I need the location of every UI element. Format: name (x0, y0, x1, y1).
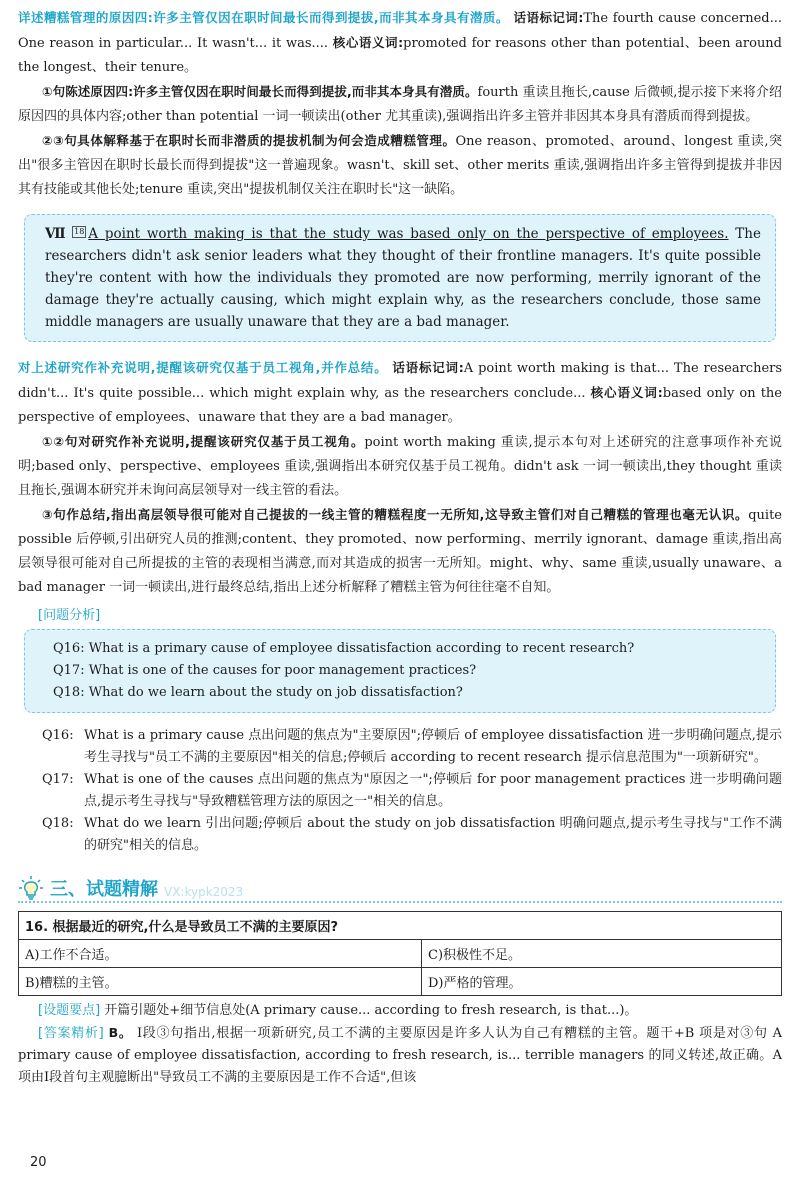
block-supplement (18, 356, 782, 600)
supplement-sentence-one-note (18, 430, 782, 503)
supplement-summary (18, 356, 782, 430)
sentence-two-three-text: One reason、promoted、around、longest 重读,突出"很多主管因在职时长最长而得到提拔"这一普遍现象。wasn't、skill set、other merits 重读,强调指出许多主管得到提拔并非因其有技能或其他长处;tenure 重读,突出"提拔机制仅关注在职时长"这一缺陷。 (18, 134, 782, 197)
marker-label-2: 话语标记词: (392, 360, 464, 375)
analysis-text: What do we learn 引出问题;停顿后 about the study on job dissatisfaction 明确问题点,提示考生寻找与"工作不满的研究"相关的信息。 (84, 816, 782, 853)
supplement-sentence-one-text: point worth making 重读,提示本句对上述研究的注意事项作补充说明;based only、perspective、employees 重读,强调指出本研究仅基于员工视角。didn't ask 一词一顿读出,they thought 重读且拖长,强调本研究并未询问高层领导对一线主管的看法。 (18, 435, 782, 498)
sentence-number-box: 18 (74, 227, 85, 236)
sentence-two-three-note (18, 129, 782, 202)
marker-text-2: A point worth making is that... The researchers didn't... It's quite possible... which might explain why, as the researchers conclude... (18, 361, 783, 401)
analysis-row (42, 813, 782, 857)
question-item: Q17: What is one of the causes for poor management practices? (53, 663, 477, 678)
block-cause-four (18, 6, 782, 202)
questions-box (24, 629, 776, 713)
core-label-2: 核心语义词: (590, 385, 663, 400)
section-title: 三、试题精解 (50, 879, 158, 900)
cause-four-summary (18, 6, 782, 80)
answer-text: Ⅰ段③句指出,根据一项新研究,员工不满的主要原因是许多人认为自己有糟糕的主管。题干+B 项是对③句 A primary cause of employee dissatisfaction, according to fresh research, is... terrible managers 的同义转述,故正确。A 项由Ⅰ段首句主观臆断出"导致员工不满的主要原因是工作不合适",但该 (18, 1026, 782, 1085)
paragraph-marker: Ⅶ (45, 226, 69, 242)
q16-stem: 16. 根据最近的研究,什么是导致员工不满的主要原因? (19, 912, 782, 940)
supplement-sentence-three-bold: ③句作总结,指出高层领导很可能对自己提拔的一线主管的糟糕程度一无所知,这导致主管们对自己糟糕的管理也毫无认识。 (42, 507, 749, 522)
question-analysis (18, 725, 782, 857)
core-text-2: based only on the perspective of employees、unaware that they are a bad manager。 (18, 386, 782, 425)
analysis-label: Q16: (42, 728, 74, 743)
supplement-sentence-three-note (18, 503, 782, 600)
analysis-row (42, 769, 782, 813)
q16-options-table (18, 911, 782, 996)
question-point (18, 1000, 782, 1022)
underlined-sentence: A point worth making is that the study was based only on the perspective of employees. (88, 226, 729, 242)
core-text: promoted for reasons other than potential、been around the longest、their tenure。 (18, 36, 783, 75)
analysis-row (42, 725, 782, 769)
question-item: Q18: What do we learn about the study on job dissatisfaction? (53, 685, 463, 700)
problem-analysis-tag: [问题分析] (38, 608, 101, 623)
core-label: 核心语义词: (332, 35, 404, 50)
answer-tag: [答案精析] (38, 1026, 104, 1041)
supplement-heading: 对上述研究作补充说明,提醒该研究仅基于员工视角,并作总结。 (18, 360, 388, 375)
watermark: VX:kypk2023 (164, 885, 244, 899)
option-d: D)严格的管理。 (422, 968, 782, 996)
sentence-one-bold: ①句陈述原因四:许多主管仅因在职时间最长而得到提拔,而非其本身具有潜质。 (42, 84, 478, 99)
point-tag: [设题要点] (38, 1003, 101, 1018)
answer-explanation (18, 1022, 782, 1089)
cause-four-heading: 详述糟糕管理的原因四:许多主管仅因在职时间最长而得到提拔,而非其本身具有潜质。 (18, 10, 509, 25)
answer-key (18, 1000, 782, 1089)
option-b: B)糟糕的主管。 (19, 968, 422, 996)
page (18, 6, 782, 1089)
supplement-sentence-one-bold: ①②句对研究作补充说明,提醒该研究仅基于员工视角。 (42, 434, 365, 449)
option-a: A)工作不合适。 (19, 940, 422, 968)
answer-letter: B。 (108, 1025, 133, 1040)
question-item: Q16: What is a primary cause of employee dissatisfaction according to recent research? (53, 641, 635, 656)
lightbulb-icon (18, 875, 44, 901)
sentence-two-three-bold: ②③句具体解释基于在职时长而非潜质的提拔机制为何会造成糟糕管理。 (42, 133, 456, 148)
sentence-one-text: fourth 重读且拖长,cause 后微顿,提示接下来将介绍原因四的具体内容;other than potential 一词一顿读出(other 尤其重读),强调指出许多主管并非因其本身具有潜质而得到提拔。 (18, 85, 782, 124)
analysis-text: What is one of the causes 点出问题的焦点为"原因之一";停顿后 for poor management practices 进一步明确问题点,提示考生寻找与"导致糟糕管理方法的原因之一"相关的信息。 (84, 772, 782, 809)
analysis-label: Q17: (42, 772, 74, 787)
analysis-text: What is a primary cause 点出问题的焦点为"主要原因";停顿后 of employee dissatisfaction 进一步明确问题点,提示考生寻找与"员工不满的主要原因"相关的信息;停顿后 according to recent research 提示信息范围为"一项新研究"。 (84, 728, 782, 765)
page-number: 20 (30, 1155, 47, 1170)
sentence-one-note (18, 80, 782, 129)
section-header (18, 873, 782, 903)
passage-text: The researchers didn't ask senior leaders what they thought of their frontline managers. It's quite possible they're content with how the individuals they promoted are now performing, merrily ignorant of the damage they're actually causing, which might explain why, as the researchers conclude, those same middle managers are usually unaware that they are a bad manager. (45, 226, 761, 330)
marker-label: 话语标记词: (513, 10, 584, 25)
supplement-sentence-three-text: quite possible 后停顿,引出研究人员的推测;content、they promoted、now performing、merrily ignorant、damage 重读,指出高层领导很可能对自己所提拔的主管的表现相当满意,而对其造成的损害一无所知。might、why、same 重读,usually unaware、a bad manager 一词一顿读出,进行最终总结,指出上述分析解释了糟糕主管为何往往毫不自知。 (18, 508, 782, 595)
analysis-label: Q18: (42, 816, 74, 831)
option-c: C)积极性不足。 (422, 940, 782, 968)
marker-text: The fourth cause concerned... One reason in particular... It wasn't... it was.... (18, 11, 783, 51)
passage-seven (24, 214, 776, 342)
point-text: 开篇引题处+细节信息处(A primary cause... according to fresh research, is that...)。 (104, 1003, 638, 1018)
